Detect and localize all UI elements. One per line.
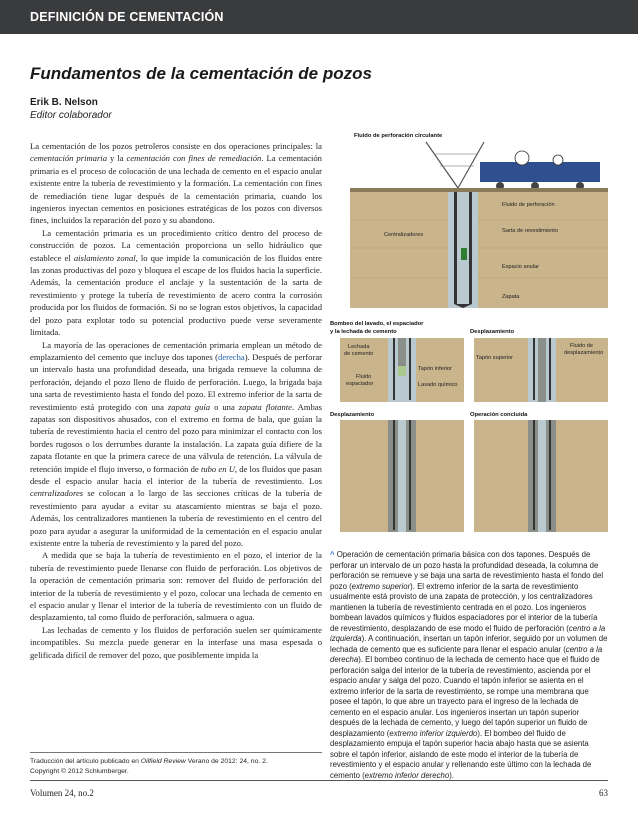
paragraph-5: Las lechadas de cemento y los fluidos de perforación suelen ser químicamente incompatibles. Su mezcla puede generar en la interfase una masa espesada o gelificada difícil de remover del pozo, que posiblemente impida la	[30, 624, 322, 660]
panel1-title-line2: y la lechada de cemento	[330, 329, 397, 335]
label-casing-string: Sarta de revestimiento	[502, 228, 558, 234]
footnote: Traducción del artículo publicado en Oilfield Review Verano de 2012: 24, no. 2. Copyright © 2012 Schlumberger.	[30, 758, 268, 775]
panel1-wash: Lavado químico	[418, 382, 458, 388]
panel3-drawing	[340, 420, 464, 532]
panel4-title: Operación concluida	[470, 412, 528, 418]
page-number: 63	[599, 788, 608, 798]
figure-caption: ^ Operación de cementación primaria básica con dos tapones. Después de perforar un intervalo de un pozo hasta la profundidad deseada, la columna de perforación se remueve y se baja una sarta de revestimiento hasta el fondo del pozo (extremo superior). El extremo inferior de la sarta de revestimiento usualmente está provisto de una zapata de protección, y los centralizadores mantienen la tubería de revestimiento centrada en el pozo. Los ingenieros bombean lavados químicos y fluidos espaciadores por el interior de la tubería de revestimiento, desplazando de ese modo el fluido de perforación (centro a la izquierda). A continuación, insertan un tapón inferior, seguido por un volumen de lechada de cemento que es suficiente para llenar el espacio anular (centro a la derecha). El bombeo continuo de la lechada de cemento hace que el fluido de perforación salga del interior de la tubería de revestimiento, ascienda por el espacio anular y salga del pozo. Cuando el tapón inferior se asienta en el extremo inferior de la sarta de revestimiento, se rompe una membrana que posee el tapón, lo que abre un trayecto para el ingreso de la lechada de cemento en el espacio anular. Los ingenieros insertan un tapón superior después de la lechada de cemento, y luego del tapón superior un fluido de desplazamiento (extremo inferior izquierdo). El bombeo del fluido de desplazamiento empuja el tapón superior hacia abajo hasta que se asienta sobre el tapón inferior, aislando de este modo el interior de la tubería de revestimiento y el espacio anular y rellenando este último con la lechada de cemento (extremo inferior derecho).	[330, 550, 608, 780]
label-centralizers: Centralizadores	[384, 232, 424, 238]
article-title: Fundamentos de la cementación de pozos	[30, 64, 372, 83]
formation-top	[350, 192, 608, 308]
paragraph-2: La cementación primaria es un procedimiento crítico dentro del proceso de construcción de pozos. La cementación proporciona un sello hidráulico que establece el aislamiento zonal, lo que impide la comunicación de los fluidos entre las zonas productivas del pozo y bloquea el escape de los fluidos hacia la superficie. Además, la cementación produce el anclaje y la sustentación de la sarta de revestimiento y protege la tubería de revestimiento de acero contra la corrosión producida por los fluidos de formación. Si no se logran estos objetivos, la capacidad del pozo para explotar todo su potencial productivo puede verse severamente limitada.	[30, 227, 322, 338]
panel2-top-plug: Tapón superior	[476, 355, 514, 361]
panel2-disp-line2: desplazamiento	[564, 350, 604, 356]
caption-marker: ^	[330, 550, 335, 559]
panel2-disp-line1: Fluido de	[570, 343, 594, 349]
panel3-title: Desplazamiento	[330, 412, 375, 418]
author-name: Erik B. Nelson	[30, 97, 98, 108]
panel1-spacer-line1: Fluido	[356, 374, 372, 380]
footnote-divider	[30, 752, 322, 753]
label-annulus: Espacio anular	[502, 264, 540, 270]
label-shoe: Zapata	[502, 294, 520, 300]
paragraph-4: A medida que se baja la tubería de revestimiento en el pozo, el interior de la tubería de revestimiento puede llenarse con fluido de perforación. Los objetivos de la operación de cementación primaria son: remover del fluido de perforación del interior de la tubería de revestimiento y el pozo, colocar una lechada de cemento en el espacio anular y llenar el interior de la tubería de revestimiento con un fluido de desplazamiento, tal como fluido de perforación, salmuera o agua.	[30, 550, 322, 623]
paragraph-3: La mayoría de las operaciones de cementación primaria emplean un método de emplazamiento del cemento que incluye dos tapones (derecha). Después de perforar un intervalo hasta una profundidad deseada, una brigada remueve la columna de perforación, dejando el pozo lleno de fluido de perforación. Luego, la brigada baja una sarta de revestimiento hasta el fondo del pozo. El extremo inferior de la sarta de revestimiento está protegido con una zapata guía o una zapata flotante. Ambas zapatas son dispositivos ahusados, con el extremo en forma de bala, que guían la tubería de revestimiento hacia el centro del pozo para minimizar el contacto con los bordes rugosos o los derrumbes durante la instalación. La zapata guía difiere de la zapata flotante en que la primera carece de una válvula de retención. La válvula de retención impide el flujo inverso, o formación de tubo en U, de los fluidos que pasan desde el espacio anular hacia el interior de la tubería de revestimiento. Los centralizadores se colocan a lo largo de las secciones críticas de la tubería de revestimiento para ayudar a evitar su atascamiento mientras se baja el pozo. Además, los centralizadores mantienen la tubería de revestimiento en el centro del pozo para ayudar a asegurar la uniformidad de la cementación en el espacio anular existente entre la tubería de revestimiento y la pared del pozo.	[30, 339, 323, 548]
panel1-bottom-plug: Tapón inferior	[418, 366, 452, 372]
cementing-diagram	[330, 128, 610, 548]
paragraph-1: La cementación de los pozos petroleros consiste en dos operaciones principales: la cementación primaria y la cementación con fines de remediación. La cementación primaria es el proceso de colocación de una lechada de cemento en el espacio anular existente entre la tubería de revestimiento y la formación. La cementación con fines de remediación tiene lugar después de la cementación primaria, cuando los ingenieros inyectan cementos en posiciones estratégicas de los pozos con diversos fines, incluidos la reparación del pozo y su abandono.	[30, 141, 322, 226]
panel1-spacer-line2: espaciador	[346, 381, 374, 387]
panel2-title: Desplazamiento	[470, 329, 515, 335]
figure-reference-link[interactable]: derecha	[218, 351, 245, 362]
author-role: Editor colaborador	[30, 110, 112, 121]
panel4-drawing	[474, 420, 608, 532]
panel1-slurry-line1: Lechada	[348, 344, 370, 350]
rig-surface	[350, 142, 608, 192]
figure-main-title: Fluido de perforación circulante	[354, 133, 443, 139]
volume-info: Volumen 24, no.2	[30, 788, 94, 798]
section-header: DEFINICIÓN DE CEMENTACIÓN	[30, 10, 224, 24]
footer-divider	[30, 780, 608, 781]
article-body	[30, 140, 322, 661]
label-drilling-fluid: Fluido de perforación	[502, 202, 555, 208]
section-header-bar	[0, 0, 638, 34]
panel1-slurry-line2: de cemento	[344, 351, 374, 357]
panel1-title-line1: Bombeo del lavado, el espaciador	[330, 321, 424, 327]
